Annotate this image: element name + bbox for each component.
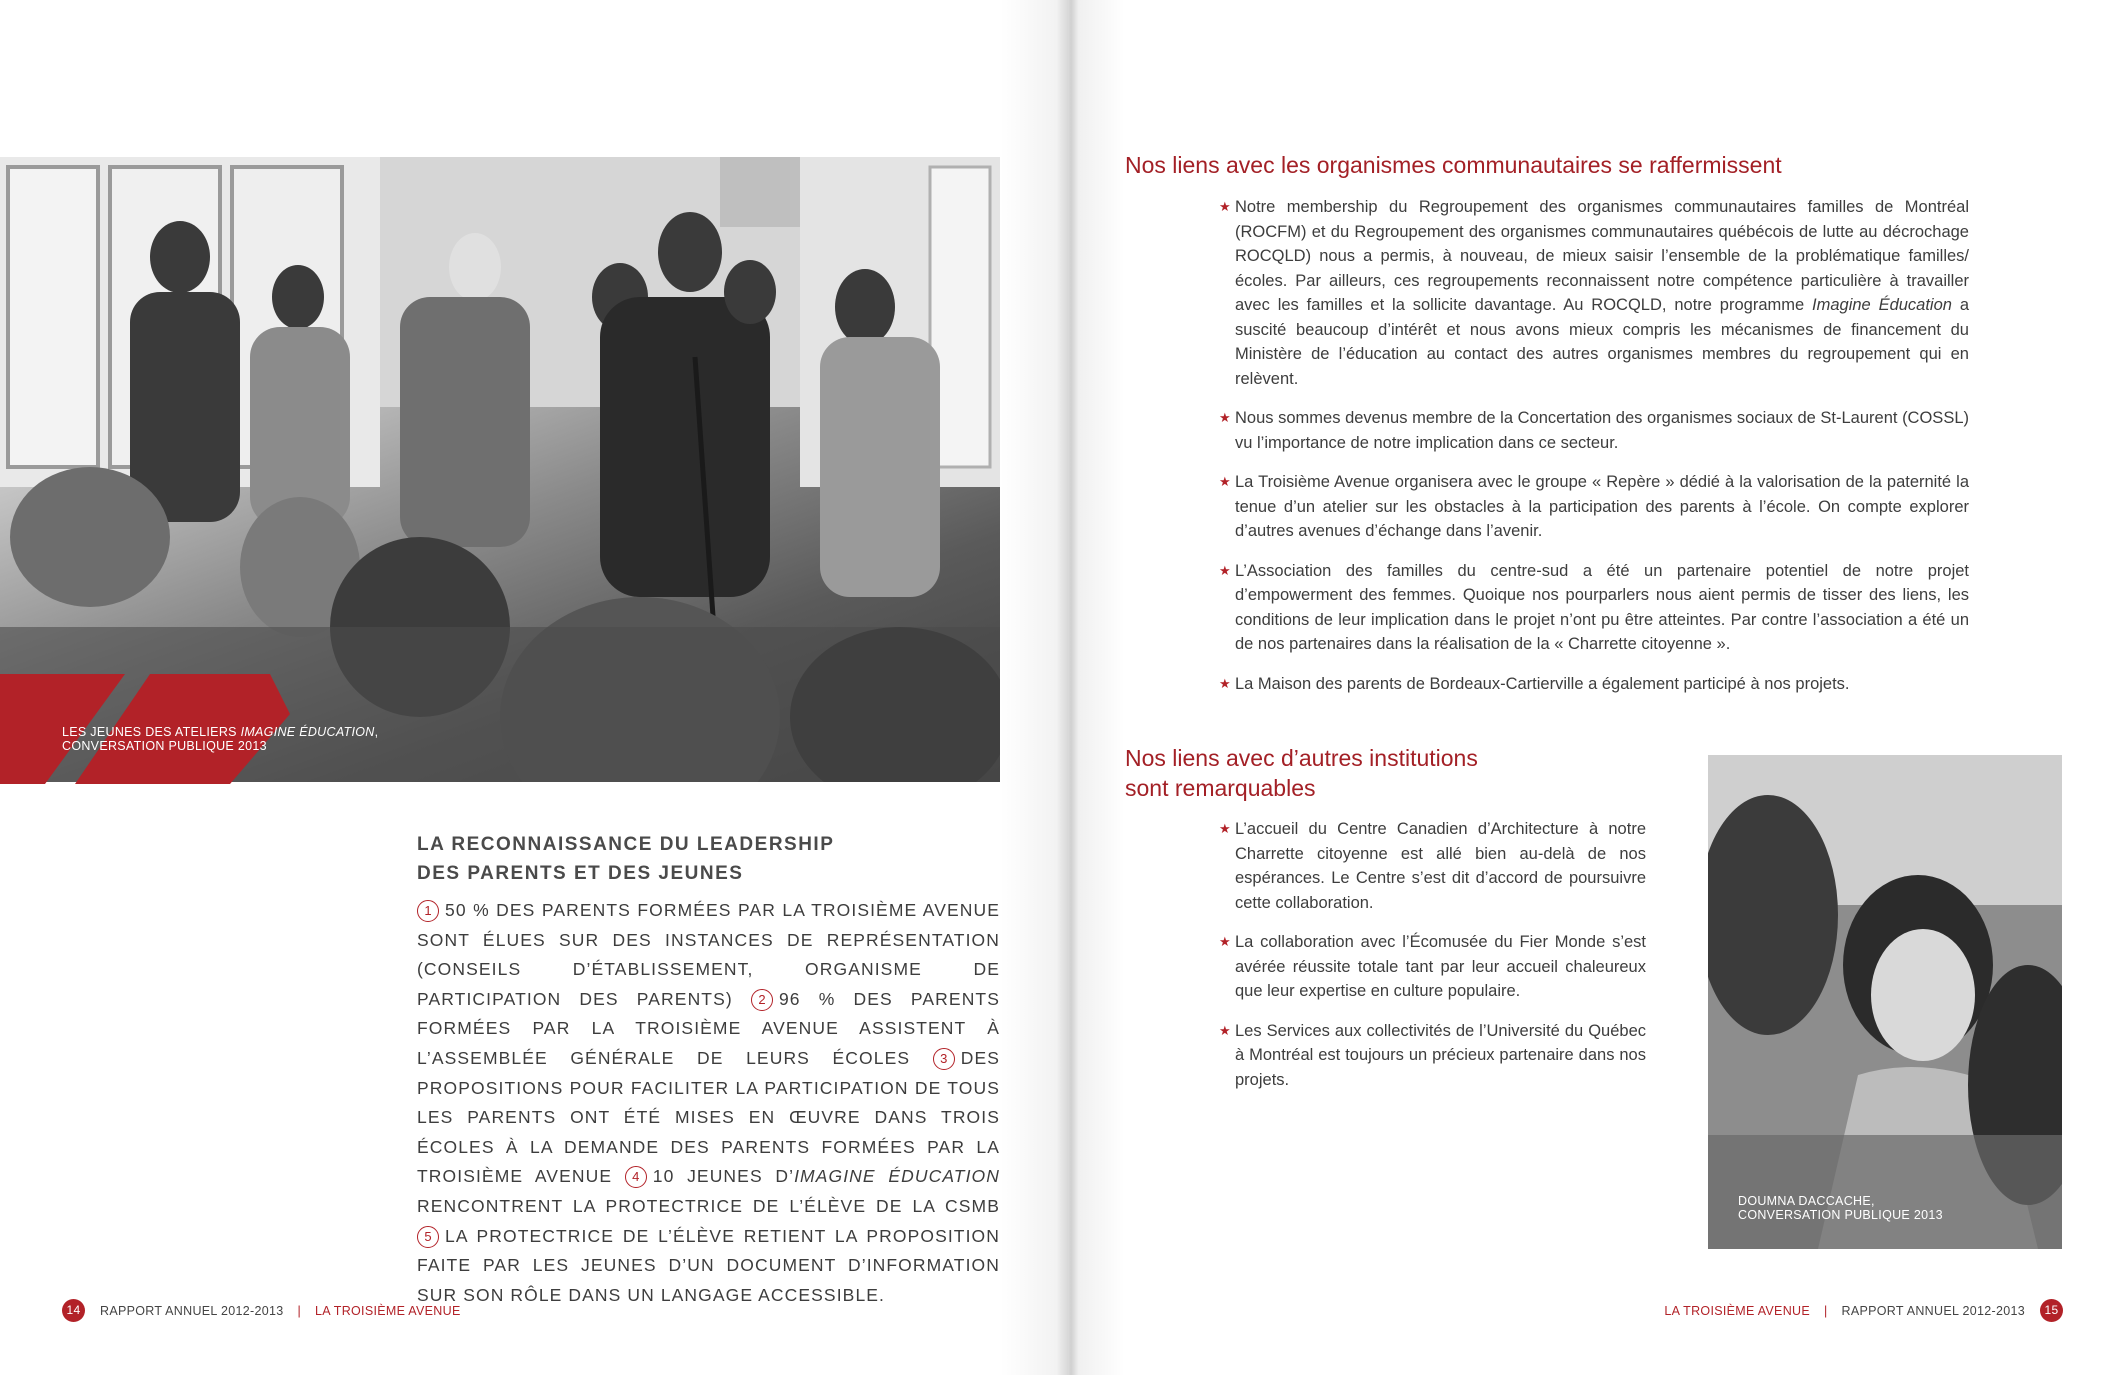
portrait-illustration — [1708, 755, 2062, 1249]
leadership-item-5: LA PROTECTRICE DE L’ÉLÈVE RETIENT LA PROPOSITION FAITE PAR LES JEUNES D’UN DOCUMENT D’INFORMATION SUR SON RÔLE DANS UN LANGAGE ACCESSIBLE. — [417, 1225, 1000, 1305]
list-item: ★ La Troisième Avenue organisera avec le groupe « Repère » dédié à la valorisation de la paternité la tenue d’un atelier sur les obstacles à la participation des parents à l’école. On compte explorer d’autres avenues d’échange dans l’avenir. — [1219, 470, 1969, 544]
page-number-14: 14 — [62, 1299, 85, 1322]
leadership-item-3: DES PROPOSITIONS POUR FACILITER LA PARTICIPATION DE TOUS LES PARENTS ONT ÉTÉ MISES EN ŒUVRE DANS TROIS ÉCOLES À LA DEMANDE DES PARENTS FORMÉES PAR LA TROISIÈME AVENUE — [417, 1047, 1000, 1187]
leadership-item-4: 10 JEUNES D’IMAGINE ÉDUCATION RENCONTRENT LA PROTECTRICE DE L’ÉLÈVE DE LA CSMB — [417, 1166, 1000, 1216]
list-item: ★ Les Services aux collectivités de l’Université du Québec à Montréal est toujours un précieux partenaire dans nos projets. — [1219, 1019, 1646, 1093]
footer-report-title: RAPPORT ANNUEL 2012-2013 — [100, 1303, 284, 1318]
list-item: ★ La collaboration avec l’Écomusée du Fier Monde s’est avérée réussite totale tant par leur accueil chaleureux que leur expertise en culture populaire. — [1219, 930, 1646, 1004]
photo-caption: LES JEUNES DES ATELIERS IMAGINE ÉDUCATION, CONVERSATION PUBLIQUE 2013 — [62, 725, 379, 753]
left-page — [0, 0, 1057, 1375]
star-bullet-icon: ★ — [1219, 562, 1231, 578]
star-bullet-icon: ★ — [1219, 1022, 1231, 1038]
left-footer — [62, 1299, 461, 1322]
star-bullet-icon: ★ — [1219, 934, 1231, 949]
star-bullet-icon: ★ — [1219, 410, 1231, 425]
portrait-photo — [1708, 755, 2062, 1249]
institutions-list — [1219, 817, 1646, 1107]
footer-separator: | — [297, 1303, 302, 1318]
leadership-list — [417, 896, 1000, 1310]
right-footer — [1664, 1299, 2063, 1322]
list-item: ★ Nous sommes devenus membre de la Concertation des organismes sociaux de St-Laurent (COSSL) vu l’importance de notre implication dans ce secteur. — [1219, 406, 1969, 455]
leadership-heading: LA RECONNAISSANCE DU LEADERSHIP DES PARENTS ET DES JEUNES — [417, 834, 835, 884]
star-bullet-icon: ★ — [1219, 675, 1231, 691]
star-bullet-icon: ★ — [1219, 474, 1231, 489]
list-item: ★ L’Association des familles du centre-sud a été un partenaire potentiel de notre projet d’empowerment des femmes. Quoique nos pourparlers nous aient permis de tisser des liens, les conditions de leur implication dans le projet n’ont pu être atteintes. Par contre l’association a été un de nos partenaires dans la réalisation de la « Charrette citoyenne ». — [1219, 559, 1969, 657]
circled-number-1: 1 — [417, 900, 439, 922]
list-item: ★ Notre membership du Regroupement des organismes communautaires familles de Montréal (ROCFM) et du Regroupement des organismes communautaires québécois de lutte au décrochage ROCQLD) nous a permis, à nouveau, de mieux saisir l’ensemble de la problématique familles/écoles. Par ailleurs, ces regroupements reconnaissent notre compétence particulière à travailler avec les familles et la sollicite davantage. Au ROCQLD, notre programme Imagine Éducation a suscité beaucoup d’intérêt et nous avons mieux compris les mécanismes de financement du Ministère de l’éducation au contact des autres organismes membres du regroupement qui en relèvent. — [1219, 195, 1969, 391]
community-orgs-heading: Nos liens avec les organismes communautaires se raffermissent — [1125, 152, 1782, 178]
spine-line — [1067, 0, 1069, 1375]
page-number-15: 15 — [2040, 1299, 2063, 1322]
circled-number-2: 2 — [751, 989, 773, 1011]
circled-number-4: 4 — [625, 1166, 647, 1188]
leadership-item-1: 50 % DES PARENTS FORMÉES PAR LA TROISIÈME AVENUE SONT ÉLUES SUR DES INSTANCES DE REPRÉSENTATION (CONSEILS D’ÉTABLISSEMENT, ORGANISME DE PARTICIPATION DES PARENTS) — [417, 900, 1000, 1009]
circled-number-3: 3 — [933, 1048, 955, 1070]
footer-org-name: LA TROISIÈME AVENUE — [1664, 1303, 1810, 1318]
footer-org-name: LA TROISIÈME AVENUE — [315, 1303, 461, 1318]
star-bullet-icon: ★ — [1219, 821, 1231, 836]
circled-number-5: 5 — [417, 1226, 439, 1248]
community-orgs-list — [1219, 195, 1969, 711]
institutions-heading: Nos liens avec d’autres institutions sont remarquables — [1125, 745, 1478, 801]
footer-separator: | — [1823, 1303, 1828, 1318]
leadership-item-2: 96 % DES PARENTS FORMÉES PAR LA TROISIÈME AVENUE ASSISTENT À L’ASSEMBLÉE GÉNÉRALE DE LEURS ÉCOLES — [417, 988, 1000, 1068]
list-item: ★ La Maison des parents de Bordeaux-Cartierville a également participé à nos projets. — [1219, 672, 1969, 697]
footer-report-title: RAPPORT ANNUEL 2012-2013 — [1841, 1303, 2025, 1318]
portrait-caption: DOUMNA DACCACHE, CONVERSATION PUBLIQUE 2013 — [1738, 1194, 1943, 1222]
list-item: ★ L’accueil du Centre Canadien d’Architecture à notre Charrette citoyenne est allé bien au-delà de nos espérances. Le Centre s’est dit d’accord de poursuivre cette collaboration. — [1219, 817, 1646, 915]
star-bullet-icon: ★ — [1219, 199, 1231, 214]
